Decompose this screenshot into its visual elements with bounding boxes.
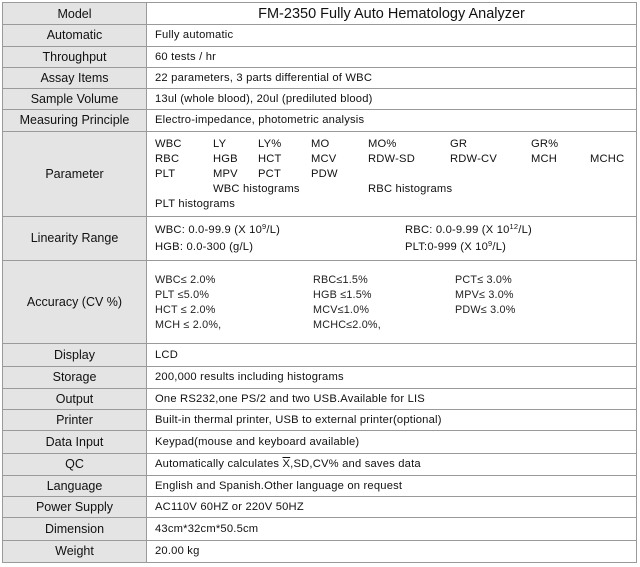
linearity-plt: PLT:0-999 (X $10^9/L$) [405,238,507,253]
automatic-value: Fully automatic [147,25,637,46]
model-label: Model [3,3,147,25]
row-language [3,475,637,496]
display-value: LCD [147,344,637,366]
dimension-label: Dimension [3,518,147,540]
row-printer [3,410,637,431]
parameter-value [147,131,637,216]
param-item: MCH [531,153,558,166]
accuracy-item: HCT ≤ 2.0% [155,303,216,316]
spec-table [2,2,637,563]
row-sample-volume [3,89,637,110]
display-label: Display [3,344,147,366]
accuracy-item: PLT ≤5.0% [155,288,210,301]
data-input-value: Keypad(mouse and keyboard available) [147,431,637,453]
param-item: HCT [258,153,282,166]
assay-items-value: 22 parameters, 3 parts differential of WBC [147,67,637,88]
accuracy-item: HGB ≤1.5% [313,288,372,301]
weight-value: 20.00 kg [147,540,637,562]
linearity-wbc: WBC: 0.0-99.9 (X $10^9/L$) [155,221,281,236]
output-label: Output [3,388,147,409]
accuracy-item: MCV≤1.0% [313,303,370,316]
param-item: GR% [531,138,559,151]
param-item: MPV [213,168,238,181]
row-throughput [3,46,637,67]
sample-volume-label: Sample Volume [3,89,147,110]
row-storage [3,366,637,388]
param-item: GR [450,138,468,151]
row-assay-items [3,67,637,88]
param-item: PCT [258,168,281,181]
accuracy-item: PCT≤ 3.0% [455,273,512,286]
measuring-principle-value: Electro-impedance, photometric analysis [147,110,637,131]
accuracy-item: MCHC≤2.0%, [313,318,381,331]
param-item: MO [311,138,330,151]
param-histogram: PLT histograms [155,198,236,211]
measuring-principle-label: Measuring Principle [3,110,147,131]
row-parameter [3,131,637,216]
throughput-value: 60 tests / hr [147,46,637,67]
row-model [3,3,637,25]
row-display [3,344,637,366]
assay-items-label: Assay Items [3,67,147,88]
power-supply-value: AC110V 60HZ or 220V 50HZ [147,497,637,518]
x-bar-symbol: $\overline{X}$ [282,458,291,471]
row-power-supply [3,497,637,518]
linearity-rbc: RBC: 0.0-9.99 (X $10^{12}/L$) [405,221,532,236]
accuracy-item: RBC≤1.5% [313,273,368,286]
param-item: HGB [213,153,238,166]
accuracy-grid [155,274,636,331]
output-value: One RS232,one PS/2 and two USB.Available for LIS [147,388,637,409]
throughput-label: Throughput [3,46,147,67]
model-title: FM-2350 Fully Auto Hematology Analyzer [147,3,637,25]
param-item: PDW [311,168,338,181]
power-supply-label: Power Supply [3,497,147,518]
param-item: WBC [155,138,182,151]
dimension-value: 43cm*32cm*50.5cm [147,518,637,540]
linearity-range-label: Linearity Range [3,216,147,261]
param-histogram: WBC histograms [213,183,300,196]
param-item: RDW-CV [450,153,497,166]
language-value: English and Spanish.Other language on request [147,475,637,496]
weight-label: Weight [3,540,147,562]
data-input-label: Data Input [3,431,147,453]
qc-label: QC [3,453,147,475]
row-accuracy [3,261,637,344]
qc-value: Automatically calculates $\overline{X},SD,CV\%$ and saves data [147,453,637,475]
accuracy-item: MCH ≤ 2.0%, [155,318,222,331]
accuracy-label: Accuracy (CV %) [3,261,147,344]
parameter-grid [155,134,636,213]
accuracy-item: WBC≤ 2.0% [155,273,216,286]
language-label: Language [3,475,147,496]
row-dimension [3,518,637,540]
automatic-label: Automatic [3,25,147,46]
param-item: MCV [311,153,337,166]
sample-volume-value: 13ul (whole blood), 20ul (prediluted blood) [147,89,637,110]
row-output [3,388,637,409]
param-item: LY [213,138,227,151]
param-item: MO% [368,138,397,151]
param-item: PLT [155,168,176,181]
row-qc [3,453,637,475]
row-data-input [3,431,637,453]
printer-value: Built-in thermal printer, USB to external printer(optional) [147,410,637,431]
row-linearity-range [3,216,637,261]
param-item: RDW-SD [368,153,415,166]
row-weight [3,540,637,562]
accuracy-item: PDW≤ 3.0% [455,303,516,316]
param-histogram: RBC histograms [368,183,453,196]
accuracy-item: MPV≤ 3.0% [455,288,514,301]
linearity-hgb: HGB: 0.0-300 (g/L) [155,240,254,253]
storage-value: 200,000 results including histograms [147,366,637,388]
row-measuring-principle [3,110,637,131]
printer-label: Printer [3,410,147,431]
row-automatic [3,25,637,46]
storage-label: Storage [3,366,147,388]
accuracy-value [147,261,637,344]
param-item: MCHC [590,153,625,166]
parameter-label: Parameter [3,131,147,216]
param-item: RBC [155,153,180,166]
linearity-range-value [147,216,637,261]
param-item: LY% [258,138,282,151]
linearity-grid [155,221,636,253]
